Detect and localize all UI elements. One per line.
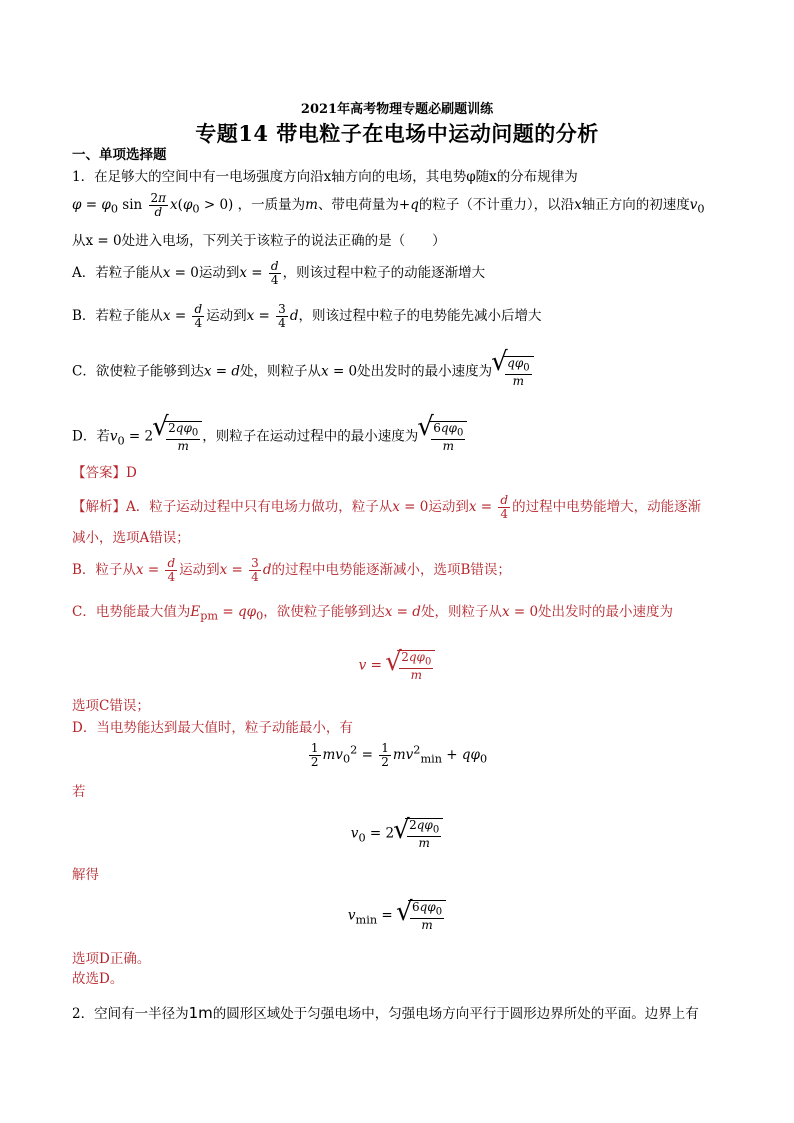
q1-stem-line1	[72, 168, 578, 186]
q1-analysis-a: 【解析】A．粒子运动过程中只有电场力做功，粒子从x = 0运动到x = $\frac{d}{4}$ 的过程中电势能增大，动能逐渐	[72, 493, 702, 521]
page-subtitle: 2021年高考物理专题必刷题训练	[300, 102, 494, 117]
q1-jiede: 解得	[72, 867, 99, 883]
q1-c-wrong: 选项C错误；	[72, 698, 150, 714]
section-title: 一、单项选择题	[72, 147, 167, 163]
q1-potential-formula: $\varphi = \varphi_0$ sin $\frac{2\pi}{d}$ $x(\varphi_0 > 0)$	[72, 191, 238, 219]
q1-analysis-b: B．粒子从x = $\frac{d}{4}$ 运动到x = $\frac{3}{4}$ d的过程中电势能逐渐减小，选项B错误；	[72, 556, 511, 584]
q1-stem-line2: $\varphi = \varphi_0$ sin $\frac{2\pi}{d}$ $x(\varphi_0 > 0)$ ，一质量为m、带电荷量为+q的粒子（不计重力），以沿x轴正方向的初速度$v_0$	[72, 191, 705, 219]
q1-analysis-c: C．电势能最大值为$E_{pm} = q\varphi_0$，欲使粒子能够到达x = d处，则粒子从x = 0处出发时的最小速度为	[72, 604, 674, 623]
q1-answer: 【答案】D	[72, 465, 137, 481]
q1-ruo: 若	[72, 784, 86, 800]
equation-v: v = √ $\frac{2q\varphi_0}{m}$	[0, 650, 794, 682]
equation-energy: $\frac{1}{2}$ $mv_0^2$ = $\frac{1}{2}$ $mv^2_{min} + q\varphi_0$	[310, 741, 488, 769]
q1-d-right: 选项D正确。	[72, 951, 151, 967]
q1-option-c: C．欲使粒子能够到达x = d处，则粒子从x = 0处出发时的最小速度为 √ $\frac{q\varphi_0}{m}$	[72, 356, 534, 388]
q1-stem-line1-text: 1．在足够大的空间中有一电场强度方向沿x轴方向的电场，其电势φ随x的分布规律为	[72, 169, 578, 185]
equation-vmin: $v_{min}$ = √ $\frac{6q\varphi_0}{m}$	[0, 900, 794, 932]
q1-option-a: A．若粒子能从x = 0运动到x = $\frac{d}{4}$ ，则该过程中粒子的动能逐渐增大	[72, 259, 486, 287]
q1-stem-line3: 从x = 0处进入电场，下列关于该粒子的说法正确的是（ ）	[72, 233, 446, 249]
q1-analysis-d: D．当电势能达到最大值时，粒子动能最小，有	[72, 720, 353, 736]
q1-option-b: B．若粒子能从x = $\frac{d}{4}$ 运动到x = $\frac{3}{4}$ d，则该过程中粒子的电势能先减小后增大	[72, 302, 542, 330]
page-title: 专题14 带电粒子在电场中运动问题的分析	[195, 121, 599, 146]
q2-stem: 2．空间有一半径为1m的圆形区域处于匀强电场中，匀强电场方向平行于圆形边界所处的平面。边界上有	[72, 1004, 699, 1022]
q1-option-d: D．若$v_0 = 2$ √ $\frac{2q\varphi_0}{m}$ ，则粒子在运动过程中的最小速度为 √ $\frac{6q\varphi_0}{m}$	[72, 421, 467, 453]
q1-conclusion: 故选D。	[72, 971, 124, 987]
equation-v0: $v_0 = 2$ √ $\frac{2q\varphi_0}{m}$	[0, 818, 794, 850]
q1-analysis-a2: 减小，选项A错误；	[72, 530, 190, 546]
